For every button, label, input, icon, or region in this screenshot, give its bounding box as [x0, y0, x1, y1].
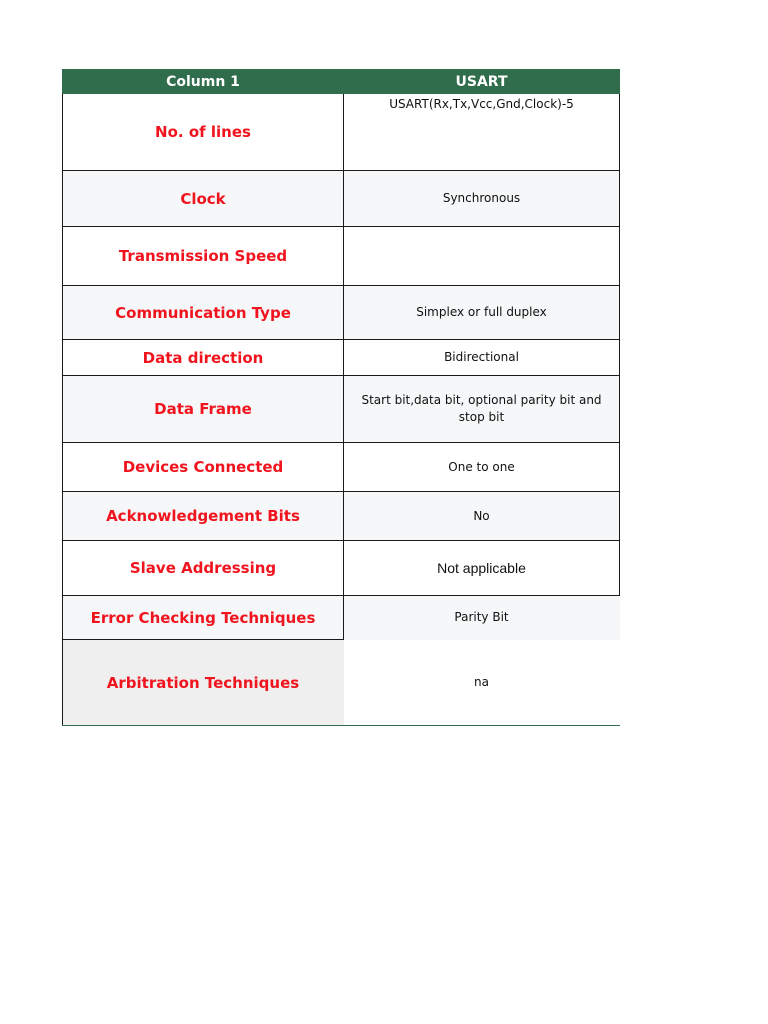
- row-value-data-direction: Bidirectional: [344, 340, 620, 376]
- row-label-data-frame: Data Frame: [63, 376, 344, 443]
- row-value-clock: Synchronous: [344, 171, 620, 227]
- row-label-acknowledgement-bits: Acknowledgement Bits: [63, 492, 344, 541]
- row-value-slave-addressing: Not applicable: [344, 541, 620, 596]
- table-header-row: [63, 70, 620, 94]
- table-row: [63, 443, 620, 492]
- row-label-clock: Clock: [63, 171, 344, 227]
- row-value-no-of-lines: USART(Rx,Tx,Vcc,Gnd,Clock)-5: [344, 94, 620, 171]
- table-row: [63, 286, 620, 340]
- row-value-devices-connected: One to one: [344, 443, 620, 492]
- column-header-1: Column 1: [63, 70, 344, 94]
- row-value-transmission-speed: [344, 227, 620, 286]
- row-value-communication-type: Simplex or full duplex: [344, 286, 620, 340]
- table-row: [63, 596, 620, 640]
- row-label-data-direction: Data direction: [63, 340, 344, 376]
- table-row: [63, 541, 620, 596]
- row-label-transmission-speed: Transmission Speed: [63, 227, 344, 286]
- row-label-slave-addressing: Slave Addressing: [63, 541, 344, 596]
- row-label-no-of-lines: No. of lines: [63, 94, 344, 171]
- table-row: [63, 171, 620, 227]
- table-row: [63, 340, 620, 376]
- row-value-acknowledgement-bits: No: [344, 492, 620, 541]
- row-label-arbitration: Arbitration Techniques: [63, 640, 344, 726]
- row-value-data-frame: Start bit,data bit, optional parity bit and stop bit: [344, 376, 620, 443]
- row-label-devices-connected: Devices Connected: [63, 443, 344, 492]
- comparison-table: [62, 69, 620, 726]
- column-header-usart: USART: [344, 70, 620, 94]
- row-value-error-checking: Parity Bit: [344, 596, 620, 640]
- comparison-table-container: [62, 69, 619, 726]
- row-value-arbitration: na: [344, 640, 620, 726]
- row-label-communication-type: Communication Type: [63, 286, 344, 340]
- table-row: [63, 376, 620, 443]
- table-row: [63, 94, 620, 171]
- table-row: [63, 640, 620, 726]
- table-row: [63, 227, 620, 286]
- table-row: [63, 492, 620, 541]
- row-label-error-checking: Error Checking Techniques: [63, 596, 344, 640]
